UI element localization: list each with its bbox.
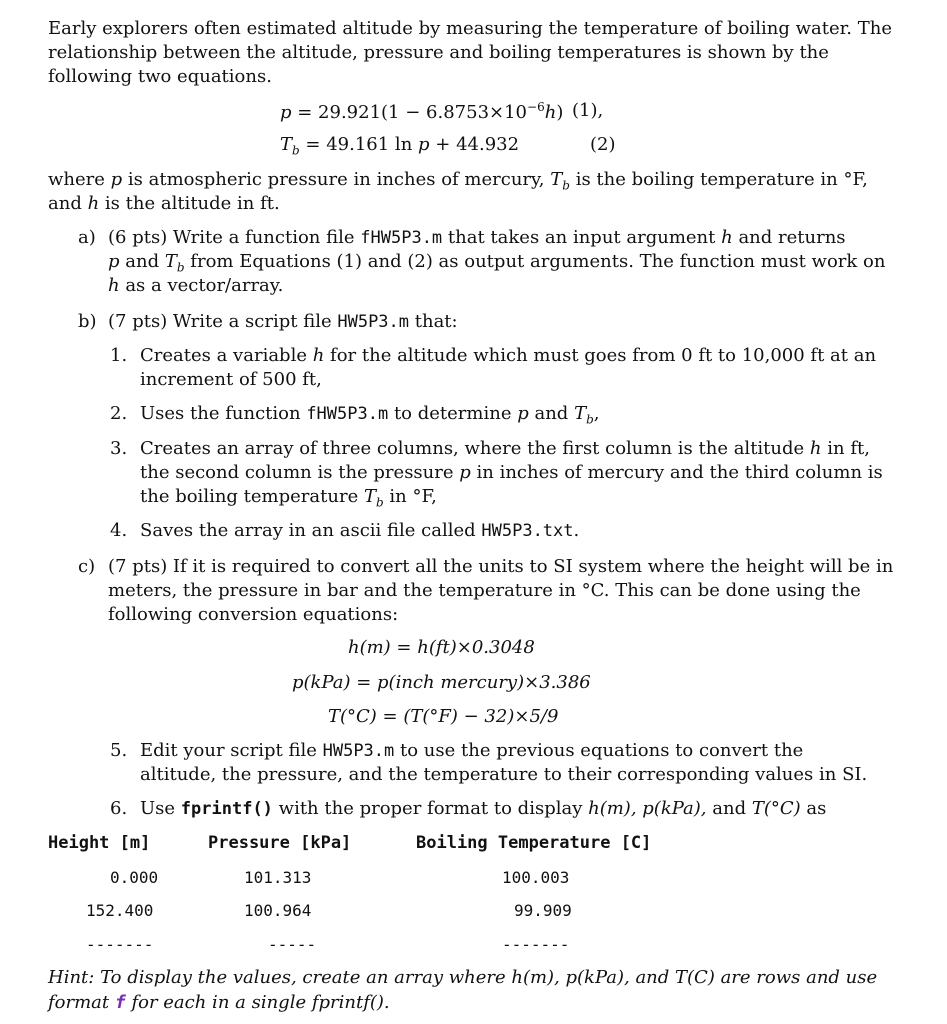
- hint-line-1: Hint: To display the values, create an array where h(m), p(kPa), and T(C) are rows and use: [48, 967, 878, 988]
- table-cell: 99.909: [514, 901, 572, 920]
- table-cell: 101.313: [244, 868, 312, 887]
- part-b-marker: b): [78, 311, 97, 332]
- list-item: Creates a variable h for the altitude which must goes from 0 ft to 10,000 ft at an: [140, 345, 877, 366]
- list-item: Saves the array in an ascii file called HW5P3.txt.: [140, 520, 580, 541]
- list-item-number: 6.: [110, 798, 128, 819]
- list-item-number: 4.: [110, 520, 128, 541]
- list-item-cont: the boiling temperature $T_b$ in °F,: [140, 486, 437, 510]
- part-c-line-3: following conversion equations:: [108, 604, 399, 625]
- equation-2-tag: (2): [590, 134, 616, 155]
- table-cell: -------: [502, 935, 570, 954]
- table-cell: -------: [86, 935, 154, 954]
- list-item-number: 1.: [110, 345, 128, 366]
- list-item: Use fprintf() with the proper format to display h(m), p(kPa), and T(°C) as: [140, 798, 827, 819]
- intro-line-2: relationship between the altitude, pressure and boiling temperatures is shown by the: [48, 42, 829, 63]
- table-cell: 152.400: [86, 901, 154, 920]
- list-item-cont: altitude, the pressure, and the temperature to their corresponding values in SI.: [140, 764, 868, 785]
- part-a-line-2: p and $T_b$ from Equations (1) and (2) as output arguments. The function must work on: [108, 251, 886, 275]
- list-item: Edit your script file HW5P3.m to use the previous equations to convert the: [140, 740, 804, 761]
- table-cell: 0.000: [110, 868, 159, 887]
- part-c-marker: c): [78, 556, 96, 577]
- list-item-number: 2.: [110, 403, 128, 424]
- table-header-temperature: Boiling Temperature [C]: [416, 833, 652, 853]
- list-item-number: 5.: [110, 740, 128, 761]
- equation-2: $T_b = 49.161$ ln p + 44.932: [280, 134, 520, 158]
- part-a-line-1: (6 pts) Write a function file fHW5P3.m that takes an input argument h and returns: [108, 227, 846, 248]
- table-cell: 100.964: [244, 901, 312, 920]
- part-c-line-1: (7 pts) If it is required to convert all the units to SI system where the height will be in: [108, 556, 894, 577]
- conversion-eq-height: h(m) = h(ft)×0.3048: [348, 637, 535, 658]
- list-item: Creates an array of three columns, where the first column is the altitude h in ft,: [140, 438, 870, 459]
- where-line-1: where p is atmospheric pressure in inches of mercury, $T_b$ is the boiling temperature in °F,: [48, 169, 868, 193]
- list-item-cont: the second column is the pressure p in inches of mercury and the third column is: [140, 462, 883, 483]
- table-cell: -----: [268, 935, 317, 954]
- part-a-marker: a): [78, 227, 96, 248]
- list-item-number: 3.: [110, 438, 128, 459]
- intro-line-3: following two equations.: [48, 66, 272, 87]
- intro-line-1: Early explorers often estimated altitude by measuring the temperature of boiling water. The: [48, 18, 892, 39]
- table-header-height: Height [m]: [48, 833, 151, 853]
- conversion-eq-pressure: p(kPa) = p(inch mercury)×3.386: [292, 672, 591, 693]
- where-line-2: and h is the altitude in ft.: [48, 193, 280, 214]
- hint-line-2: format f for each in a single fprintf().: [48, 992, 390, 1013]
- table-header-pressure: Pressure [kPa]: [208, 833, 352, 853]
- equation-1-tag: (1),: [572, 100, 604, 121]
- table-cell: 100.003: [502, 868, 570, 887]
- equation-1: $p = 29.921(1 - 6.8753\times 10^{-6}h)$: [280, 100, 564, 123]
- part-a-line-3: h as a vector/array.: [108, 275, 284, 296]
- conversion-eq-temperature: T(°C) = (T(°F) − 32)×5/9: [328, 706, 559, 727]
- part-b-line-1: (7 pts) Write a script file HW5P3.m that:: [108, 311, 458, 332]
- part-c-line-2: meters, the pressure in bar and the temperature in °C. This can be done using the: [108, 580, 861, 601]
- list-item-cont: increment of 500 ft,: [140, 369, 322, 390]
- list-item: Uses the function fHW5P3.m to determine p and $T_b$,: [140, 403, 600, 427]
